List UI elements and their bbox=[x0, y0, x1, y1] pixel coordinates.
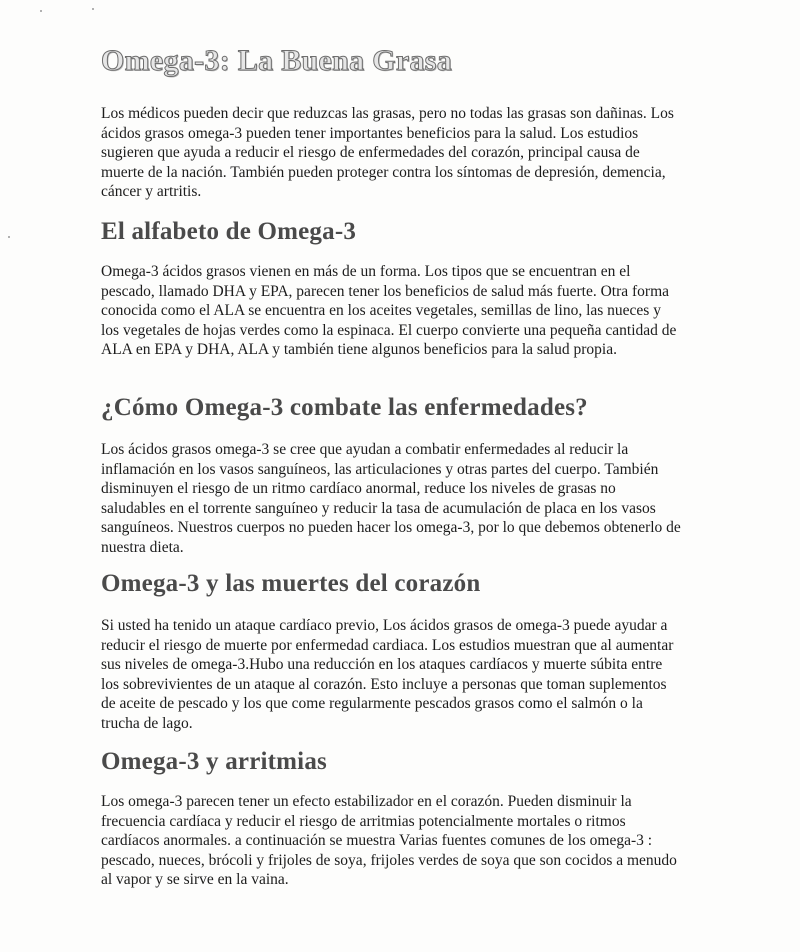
section-body-alfabeto: Omega-3 ácidos grasos vienen en más de un forma. Los tipos que se encuentran en el pescado, llamado DHA y EPA, parecen tener los beneficios de salud más fuerte. Otra forma conocida como el ALA se encuentra en los aceites vegetales, semillas de lino, las nueces y los vegetales de hojas verdes como la espinaca. El cuerpo convierte una pequeña cantidad de ALA en EPA y DHA, ALA y también tiene algunos beneficios para la salud propia. bbox=[101, 263, 677, 358]
scan-speck bbox=[8, 236, 10, 238]
section-body-arritmias: Los omega-3 parecen tener un efecto estabilizador en el corazón. Pueden disminuir la frecuencia cardíaca y reducir el riesgo de arritmias potencialmente mortales o ritmos cardíacos anormales. a continuación se muestra Varias fuentes comunes de los omega-3 : pescado, nueces, brócoli y frijoles de soya, frijoles verdes de soya que son cocidos a menudo al vapor y se sirve en la vaina. bbox=[101, 793, 677, 888]
scan-speck bbox=[92, 8, 94, 10]
section-heading-arritmias: Omega-3 y arritmias bbox=[101, 748, 327, 775]
section-body-combate: Los ácidos grasos omega-3 se cree que ayudan a combatir enfermedades al reducir la inflamación en los vasos sanguíneos, las articulaciones y otras partes del cuerpo. También disminuyen el riesgo de un ritmo cardíaco anormal, reduce los niveles de grasas no saludables en el torrente sanguíneo y reducir la tasa de acumulación de placa en los vasos sanguíneos. Nuestros cuerpos no pueden hacer los omega-3, por lo que debemos obtenerlo de nuestra dieta. bbox=[101, 441, 681, 556]
section-body-muertes: Si usted ha tenido un ataque cardíaco previo, Los ácidos grasos de omega-3 puede ayudar a reducir el riesgo de muerte por enfermedad cardiaca. Los estudios muestran que al aumentar sus niveles de omega-3.Hubo una reducción en los ataques cardíacos y muerte súbita entre los sobrevivientes de un ataque al corazón. Esto incluye a personas que toman suplementos de aceite de pescado y los que come regularmente pescados grasos como el salmón o la trucha de lago. bbox=[101, 617, 674, 732]
section-heading-muertes: Omega-3 y las muertes del corazón bbox=[101, 570, 481, 597]
section-heading-combate: ¿Cómo Omega-3 combate las enfermedades? bbox=[101, 394, 588, 421]
section-heading-alfabeto: El alfabeto de Omega-3 bbox=[101, 218, 357, 245]
intro-paragraph: Los médicos pueden decir que reduzcas las grasas, pero no todas las grasas son dañinas. Los ácidos grasos omega-3 pueden tener importantes beneficios para la salud. Los estudios sugieren que ayuda a reducir el riesgo de enfermedades del corazón, principal causa de muerte de la nación. También pueden proteger contra los síntomas de depresión, demencia, cáncer y artritis. bbox=[101, 105, 674, 200]
page-title: Omega-3: La Buena Grasa bbox=[101, 44, 453, 77]
scan-speck bbox=[40, 10, 42, 12]
